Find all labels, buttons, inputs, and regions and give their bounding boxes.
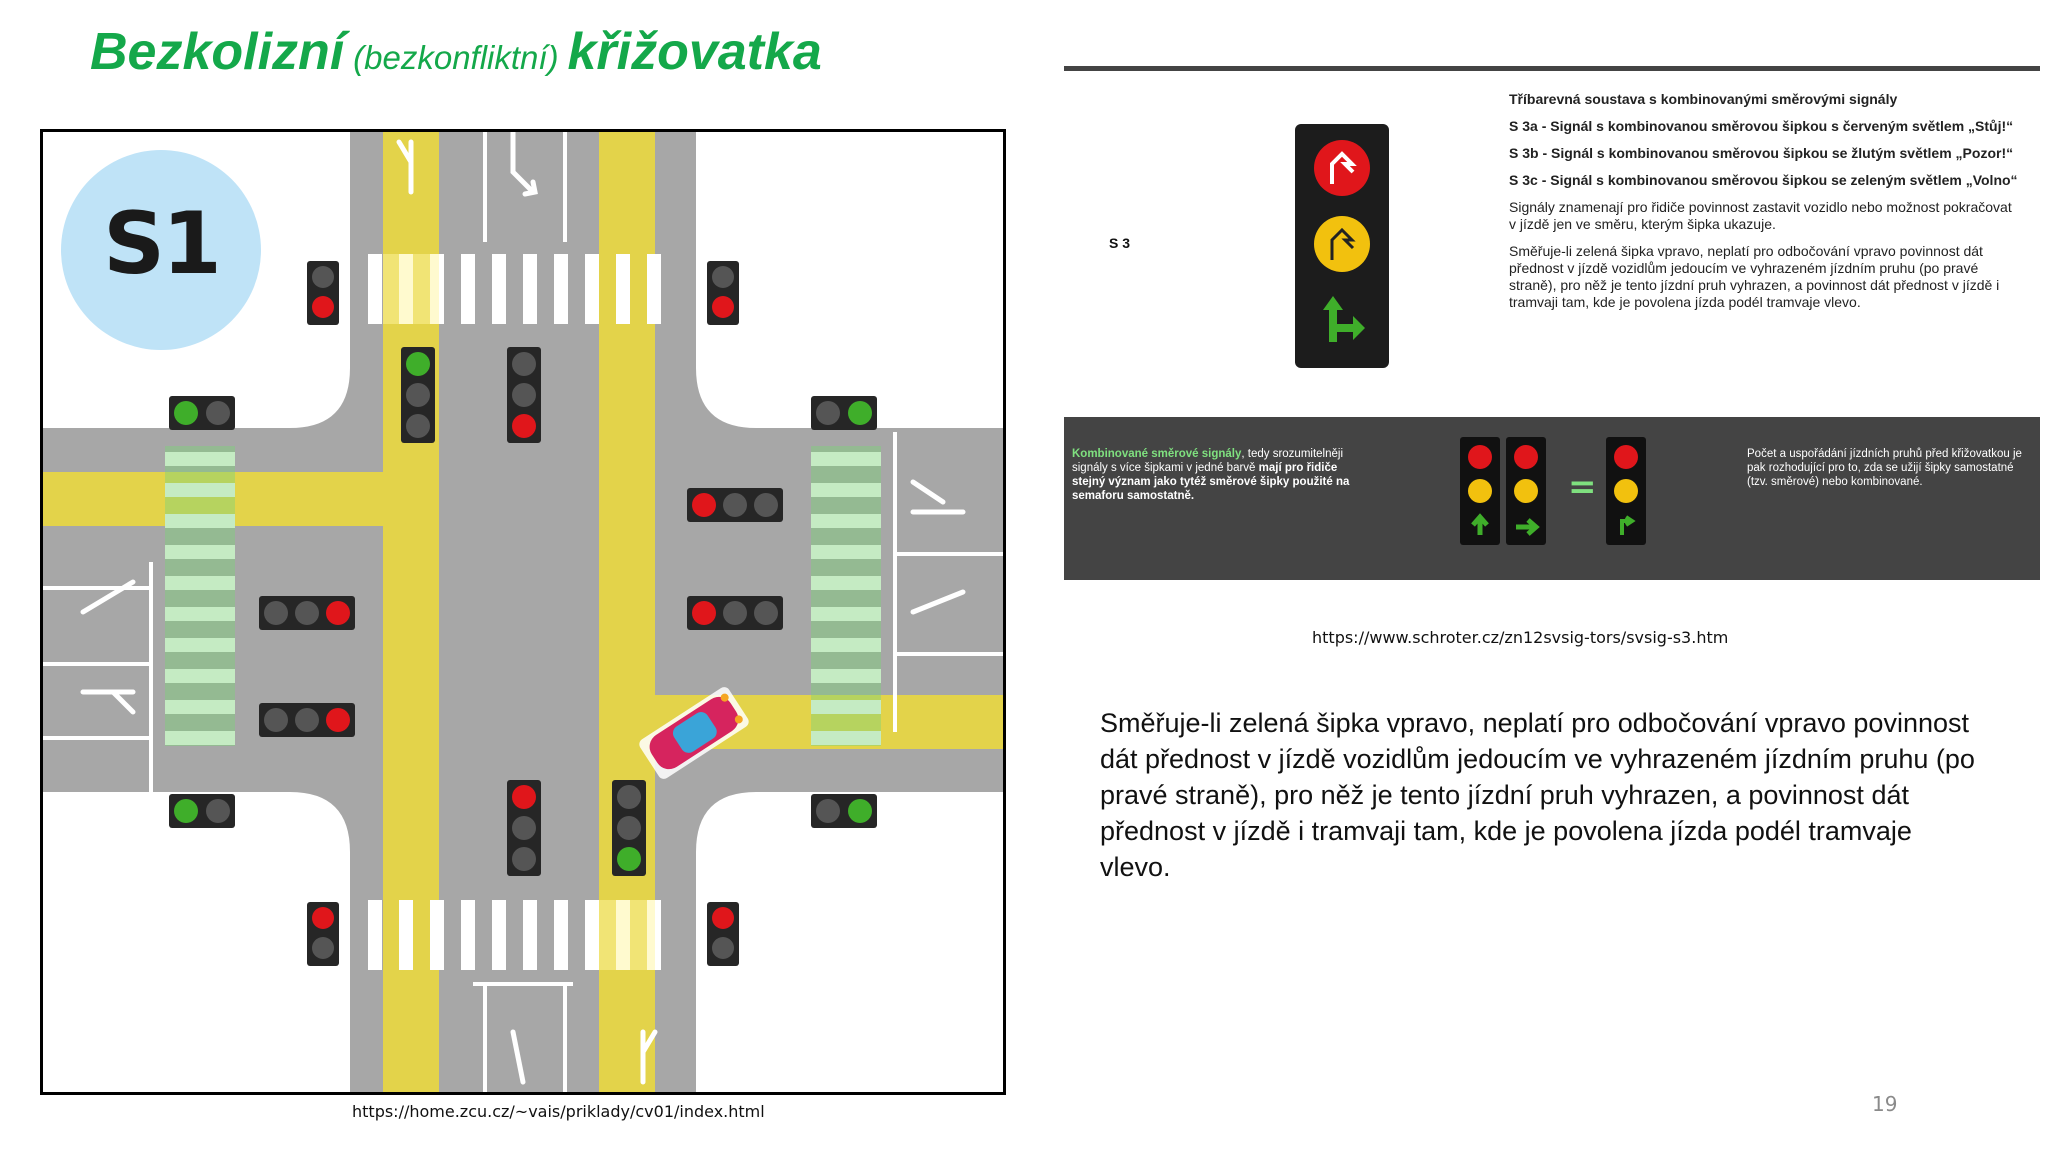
mini-signals bbox=[1460, 437, 1650, 547]
signal-s3-housing bbox=[1295, 124, 1389, 368]
intersection-source[interactable]: https://home.zcu.cz/~vais/priklady/cv01/index.html bbox=[352, 1102, 765, 1121]
desc-para1: Signály znamenají pro řidiče povinnost zastavit vozidlo nebo možnost pokračovat v jízdě jen ve směru, kterým šipka ukazuje. bbox=[1509, 199, 2012, 232]
signal-s3-svg bbox=[1295, 124, 1389, 368]
signal-tram-se bbox=[612, 780, 646, 876]
car-icon bbox=[631, 680, 757, 786]
desc-s3c: S 3c - Signál s kombinovanou směrovou šipkou se zeleným světlem „Volno“ bbox=[1509, 172, 2018, 188]
crosswalk-s-yellow bbox=[599, 900, 655, 970]
yellow-arrow-light bbox=[1314, 216, 1370, 272]
strip-right-text: Počet a uspořádání jízdních pruhů před křižovatkou je pak rozhodující pro to, zda se užijí šipky samostatné (tzv. směrové) nebo kombinované. bbox=[1747, 448, 2022, 488]
strip-left-bold: mají pro řidiče stejný význam jako tytéž směrové šipky použité na semaforu samostatně. bbox=[1072, 462, 1350, 502]
corner-tr bbox=[696, 368, 756, 428]
title-main: Bezkolizní bbox=[90, 23, 345, 81]
signal-w-2 bbox=[259, 703, 355, 737]
signal-e-bottom bbox=[811, 794, 877, 828]
strip-left-green: Kombinované směrové signály bbox=[1072, 448, 1242, 460]
signal-code: S 3 bbox=[1109, 235, 1131, 251]
title-paren: (bezkonfliktní) bbox=[353, 39, 559, 76]
red-arrow-light bbox=[1314, 140, 1370, 196]
signal-w-1 bbox=[259, 596, 355, 630]
page-number: 19 bbox=[1872, 1092, 1898, 1116]
signal-s-left bbox=[307, 902, 339, 966]
signal-center-s bbox=[507, 780, 541, 876]
strip-left-plain: , tedy srozumitelněji signály s více šipkami v jedné barvě bbox=[1072, 448, 1343, 474]
corner-bl bbox=[290, 792, 350, 852]
desc-para2: Směřuje-li zelená šipka vpravo, neplatí pro odbočování vpravo povinnost dát přednost v jízdě vozidlům jedoucím ve vyhrazeném jízdním pruhu (po pravé straně), pro něž je tento jízdní pruh vyhrazen, a povinnost dát přednost v jízdě i tramvaji tam, kde je povolena jízda podél tramvaje vlevo. bbox=[1509, 243, 2000, 310]
signal-center-n bbox=[507, 347, 541, 443]
signal-n-left bbox=[307, 261, 339, 325]
signal-e-2 bbox=[687, 596, 783, 630]
signal-w-top bbox=[169, 396, 235, 430]
crosswalk-n-yellow bbox=[383, 254, 439, 324]
equals-sign: = bbox=[1568, 467, 1597, 507]
desc-heading: Tříbarevná soustava s kombinovanými směrovými signály bbox=[1509, 91, 1898, 107]
badge-label: S1 bbox=[103, 194, 219, 294]
green-arrow-icon bbox=[1323, 296, 1365, 342]
signal-panel bbox=[1064, 66, 2040, 580]
signal-e-top bbox=[811, 396, 877, 430]
signal-e-1 bbox=[687, 488, 783, 522]
intersection-diagram bbox=[40, 129, 1006, 1095]
signal-w-bottom bbox=[169, 794, 235, 828]
panel-source[interactable]: https://www.schroter.cz/zn12svsig-tors/svsig-s3.htm bbox=[1312, 628, 1729, 647]
signal-n-right bbox=[707, 261, 739, 325]
signal-description bbox=[1509, 91, 2019, 321]
crosswalk-west-green bbox=[165, 446, 235, 746]
title-end: křižovatka bbox=[567, 23, 822, 81]
desc-s3a: S 3a - Signál s kombinovanou směrovou šipkou s červeným světlem „Stůj!“ bbox=[1509, 118, 2014, 134]
combined-signals-strip bbox=[1064, 417, 2040, 580]
strip-left-text bbox=[1072, 447, 1372, 503]
crosswalk-east-green bbox=[811, 446, 881, 746]
signal-tram-nw bbox=[401, 347, 435, 443]
main-paragraph: Směřuje-li zelená šipka vpravo, neplatí pro odbočování vpravo povinnost dát přednost v jízdě vozidlům jedoucím ve vyhrazeném jízdním pruhu (po pravé straně), pro něž je tento jízdní pruh vyhrazen, a povinnost dát přednost v jízdě i tramvaji tam, kde je povolena jízda podél tramvaje vlevo. bbox=[1100, 708, 1975, 882]
corner-br bbox=[696, 792, 756, 852]
slide-title bbox=[90, 22, 822, 82]
corner-tl bbox=[290, 368, 350, 428]
signal-s-right bbox=[707, 902, 739, 966]
desc-s3b: S 3b - Signál s kombinovanou směrovou šipkou se žlutým světlem „Pozor!“ bbox=[1509, 145, 2014, 161]
